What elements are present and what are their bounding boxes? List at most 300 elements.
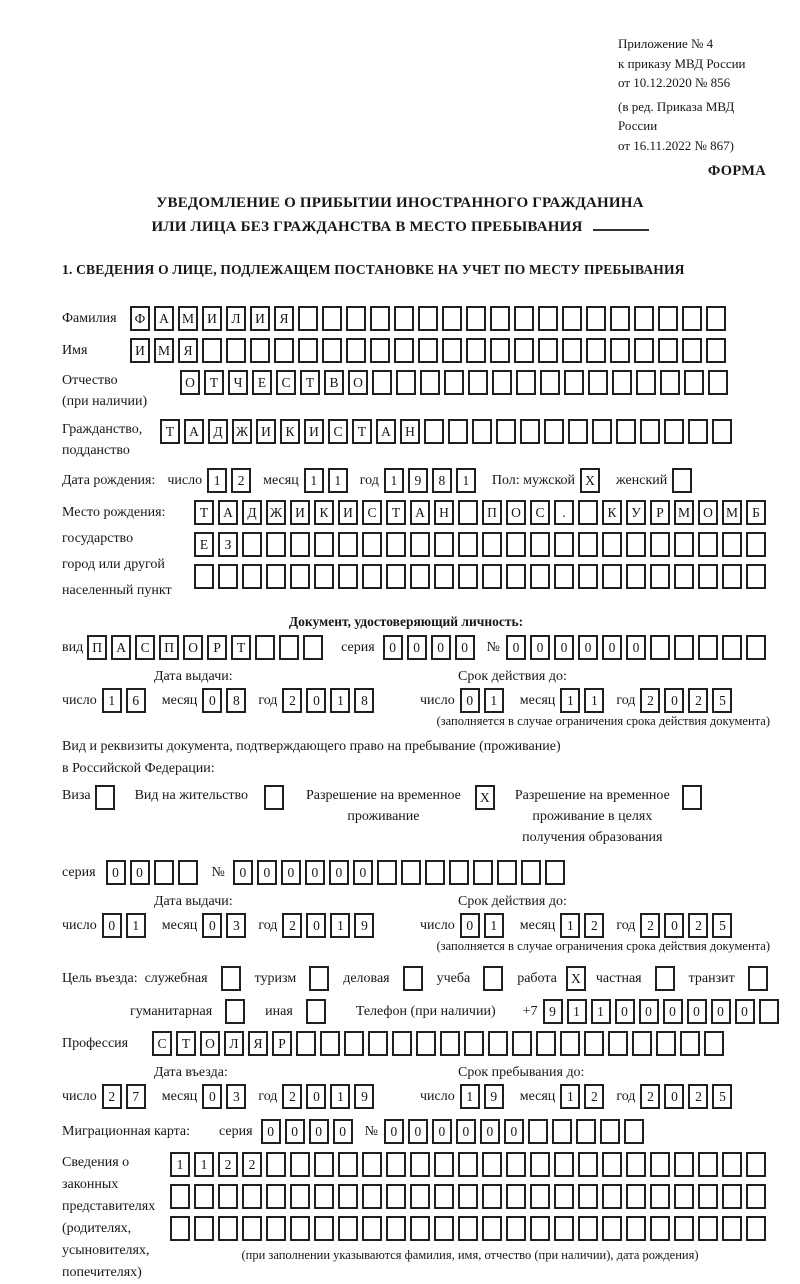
char-cell[interactable]: [442, 306, 462, 331]
char-cell[interactable]: [698, 635, 718, 660]
char-cell[interactable]: [420, 370, 440, 395]
char-cell[interactable]: И: [202, 306, 222, 331]
char-cell[interactable]: [530, 1152, 550, 1177]
char-cell[interactable]: [482, 1184, 502, 1209]
char-cell[interactable]: [538, 338, 558, 363]
char-cell[interactable]: 2: [584, 913, 604, 938]
char-cell[interactable]: 1: [591, 999, 611, 1024]
char-cell[interactable]: 0: [432, 1119, 452, 1144]
char-cell[interactable]: [242, 532, 262, 557]
char-cell[interactable]: [434, 1152, 454, 1177]
char-cell[interactable]: [242, 1216, 262, 1241]
char-cell[interactable]: П: [482, 500, 502, 525]
checkbox-purpose-official[interactable]: [221, 966, 241, 991]
char-cell[interactable]: 1: [126, 913, 146, 938]
char-cell[interactable]: [588, 370, 608, 395]
char-cell[interactable]: [401, 860, 421, 885]
char-cell[interactable]: А: [376, 419, 396, 444]
char-cell[interactable]: [722, 1184, 742, 1209]
char-cell[interactable]: [722, 635, 742, 660]
char-cell[interactable]: [578, 532, 598, 557]
char-cell[interactable]: [338, 1152, 358, 1177]
char-cell[interactable]: 0: [306, 688, 326, 713]
char-cell[interactable]: А: [410, 500, 430, 525]
char-cell[interactable]: [290, 1184, 310, 1209]
char-cell[interactable]: 0: [480, 1119, 500, 1144]
char-cell[interactable]: [506, 564, 526, 589]
char-cell[interactable]: [314, 1216, 334, 1241]
char-cell[interactable]: И: [256, 419, 276, 444]
char-cell[interactable]: 0: [333, 1119, 353, 1144]
char-cell[interactable]: [586, 338, 606, 363]
char-cell[interactable]: [170, 1216, 190, 1241]
char-cell[interactable]: [346, 338, 366, 363]
char-cell[interactable]: [425, 860, 445, 885]
char-cell[interactable]: [658, 338, 678, 363]
char-cell[interactable]: 0: [130, 860, 150, 885]
char-cell[interactable]: [434, 532, 454, 557]
char-cell[interactable]: [544, 419, 564, 444]
char-cell[interactable]: Л: [226, 306, 246, 331]
char-cell[interactable]: 3: [226, 1084, 246, 1109]
char-cell[interactable]: 1: [194, 1152, 214, 1177]
char-cell[interactable]: Ж: [266, 500, 286, 525]
char-cell[interactable]: Н: [434, 500, 454, 525]
char-cell[interactable]: 0: [663, 999, 683, 1024]
char-cell[interactable]: 2: [688, 913, 708, 938]
char-cell[interactable]: [338, 564, 358, 589]
char-cell[interactable]: [568, 419, 588, 444]
char-cell[interactable]: [392, 1031, 412, 1056]
char-cell[interactable]: Ч: [228, 370, 248, 395]
char-cell[interactable]: [650, 564, 670, 589]
char-cell[interactable]: [674, 532, 694, 557]
char-cell[interactable]: [170, 1184, 190, 1209]
char-cell[interactable]: [554, 532, 574, 557]
char-cell[interactable]: [578, 1152, 598, 1177]
char-cell[interactable]: М: [722, 500, 742, 525]
char-cell[interactable]: [368, 1031, 388, 1056]
char-cell[interactable]: [416, 1031, 436, 1056]
char-cell[interactable]: О: [200, 1031, 220, 1056]
char-cell[interactable]: В: [324, 370, 344, 395]
char-cell[interactable]: [314, 1184, 334, 1209]
char-cell[interactable]: 2: [242, 1152, 262, 1177]
char-cell[interactable]: 2: [688, 1084, 708, 1109]
char-cell[interactable]: [492, 370, 512, 395]
char-cell[interactable]: О: [348, 370, 368, 395]
char-cell[interactable]: 0: [615, 999, 635, 1024]
char-cell[interactable]: [698, 1216, 718, 1241]
char-cell[interactable]: [458, 500, 478, 525]
char-cell[interactable]: 0: [664, 1084, 684, 1109]
char-cell[interactable]: [178, 860, 198, 885]
char-cell[interactable]: [540, 370, 560, 395]
char-cell[interactable]: [530, 532, 550, 557]
char-cell[interactable]: [682, 306, 702, 331]
char-cell[interactable]: [746, 1216, 766, 1241]
char-cell[interactable]: [320, 1031, 340, 1056]
char-cell[interactable]: [194, 1184, 214, 1209]
char-cell[interactable]: И: [290, 500, 310, 525]
char-cell[interactable]: С: [135, 635, 155, 660]
char-cell[interactable]: [514, 306, 534, 331]
char-cell[interactable]: [746, 635, 766, 660]
checkbox-purpose-transit[interactable]: [748, 966, 768, 991]
char-cell[interactable]: [370, 306, 390, 331]
char-cell[interactable]: [434, 1184, 454, 1209]
char-cell[interactable]: [545, 860, 565, 885]
char-cell[interactable]: [290, 532, 310, 557]
char-cell[interactable]: [218, 1184, 238, 1209]
char-cell[interactable]: А: [218, 500, 238, 525]
char-cell[interactable]: [298, 306, 318, 331]
char-cell[interactable]: [674, 1152, 694, 1177]
char-cell[interactable]: [458, 1152, 478, 1177]
char-cell[interactable]: Ж: [232, 419, 252, 444]
char-cell[interactable]: [266, 1184, 286, 1209]
char-cell[interactable]: [466, 306, 486, 331]
char-cell[interactable]: 0: [554, 635, 574, 660]
char-cell[interactable]: 5: [712, 1084, 732, 1109]
char-cell[interactable]: П: [87, 635, 107, 660]
char-cell[interactable]: [482, 532, 502, 557]
char-cell[interactable]: 1: [328, 468, 348, 493]
char-cell[interactable]: [530, 564, 550, 589]
char-cell[interactable]: [658, 306, 678, 331]
checkbox-purpose-work[interactable]: X: [566, 966, 586, 991]
char-cell[interactable]: [279, 635, 299, 660]
char-cell[interactable]: [338, 1216, 358, 1241]
char-cell[interactable]: [266, 532, 286, 557]
char-cell[interactable]: [514, 338, 534, 363]
char-cell[interactable]: [600, 1119, 620, 1144]
char-cell[interactable]: Е: [194, 532, 214, 557]
char-cell[interactable]: [650, 635, 670, 660]
char-cell[interactable]: [674, 564, 694, 589]
char-cell[interactable]: О: [506, 500, 526, 525]
char-cell[interactable]: 5: [712, 913, 732, 938]
char-cell[interactable]: [576, 1119, 596, 1144]
char-cell[interactable]: [554, 564, 574, 589]
char-cell[interactable]: 0: [202, 1084, 222, 1109]
char-cell[interactable]: Р: [207, 635, 227, 660]
char-cell[interactable]: [722, 1152, 742, 1177]
char-cell[interactable]: М: [674, 500, 694, 525]
char-cell[interactable]: 0: [602, 635, 622, 660]
char-cell[interactable]: 5: [712, 688, 732, 713]
char-cell[interactable]: 0: [309, 1119, 329, 1144]
char-cell[interactable]: [674, 1184, 694, 1209]
char-cell[interactable]: 0: [383, 635, 403, 660]
char-cell[interactable]: 2: [282, 913, 302, 938]
char-cell[interactable]: 0: [305, 860, 325, 885]
char-cell[interactable]: [554, 1152, 574, 1177]
checkbox-temp-residence-permit-education[interactable]: [682, 785, 702, 810]
char-cell[interactable]: [506, 1184, 526, 1209]
char-cell[interactable]: 1: [584, 688, 604, 713]
char-cell[interactable]: [296, 1031, 316, 1056]
checkbox-temp-residence-permit[interactable]: X: [475, 785, 495, 810]
char-cell[interactable]: Т: [176, 1031, 196, 1056]
char-cell[interactable]: 3: [226, 913, 246, 938]
char-cell[interactable]: [746, 564, 766, 589]
char-cell[interactable]: 0: [626, 635, 646, 660]
char-cell[interactable]: [194, 1216, 214, 1241]
char-cell[interactable]: [497, 860, 517, 885]
char-cell[interactable]: [674, 1216, 694, 1241]
char-cell[interactable]: 1: [567, 999, 587, 1024]
char-cell[interactable]: [386, 532, 406, 557]
char-cell[interactable]: 0: [306, 1084, 326, 1109]
char-cell[interactable]: Н: [400, 419, 420, 444]
char-cell[interactable]: [410, 564, 430, 589]
char-cell[interactable]: [610, 306, 630, 331]
char-cell[interactable]: 8: [432, 468, 452, 493]
char-cell[interactable]: 2: [640, 688, 660, 713]
char-cell[interactable]: 0: [711, 999, 731, 1024]
char-cell[interactable]: У: [626, 500, 646, 525]
char-cell[interactable]: [266, 564, 286, 589]
char-cell[interactable]: [706, 306, 726, 331]
char-cell[interactable]: [530, 1184, 550, 1209]
char-cell[interactable]: [482, 564, 502, 589]
char-cell[interactable]: [698, 1184, 718, 1209]
char-cell[interactable]: Е: [252, 370, 272, 395]
char-cell[interactable]: [410, 1152, 430, 1177]
char-cell[interactable]: 2: [218, 1152, 238, 1177]
char-cell[interactable]: 2: [102, 1084, 122, 1109]
char-cell[interactable]: 1: [384, 468, 404, 493]
char-cell[interactable]: [706, 338, 726, 363]
char-cell[interactable]: 0: [281, 860, 301, 885]
char-cell[interactable]: [578, 1216, 598, 1241]
char-cell[interactable]: [444, 370, 464, 395]
char-cell[interactable]: 0: [578, 635, 598, 660]
char-cell[interactable]: [458, 1216, 478, 1241]
char-cell[interactable]: 2: [231, 468, 251, 493]
char-cell[interactable]: [586, 306, 606, 331]
char-cell[interactable]: [424, 419, 444, 444]
char-cell[interactable]: [626, 1184, 646, 1209]
char-cell[interactable]: А: [111, 635, 131, 660]
char-cell[interactable]: .: [554, 500, 574, 525]
char-cell[interactable]: И: [304, 419, 324, 444]
char-cell[interactable]: [664, 419, 684, 444]
char-cell[interactable]: [322, 338, 342, 363]
char-cell[interactable]: Д: [242, 500, 262, 525]
char-cell[interactable]: [552, 1119, 572, 1144]
char-cell[interactable]: [610, 338, 630, 363]
char-cell[interactable]: [418, 338, 438, 363]
char-cell[interactable]: 0: [431, 635, 451, 660]
char-cell[interactable]: [448, 419, 468, 444]
char-cell[interactable]: С: [362, 500, 382, 525]
char-cell[interactable]: 1: [456, 468, 476, 493]
char-cell[interactable]: [372, 370, 392, 395]
checkbox-purpose-humanitarian[interactable]: [225, 999, 245, 1024]
char-cell[interactable]: А: [184, 419, 204, 444]
char-cell[interactable]: [266, 1216, 286, 1241]
char-cell[interactable]: [314, 532, 334, 557]
char-cell[interactable]: Т: [194, 500, 214, 525]
char-cell[interactable]: [490, 338, 510, 363]
char-cell[interactable]: 9: [543, 999, 563, 1024]
char-cell[interactable]: 9: [484, 1084, 504, 1109]
char-cell[interactable]: [602, 1184, 622, 1209]
char-cell[interactable]: Т: [352, 419, 372, 444]
char-cell[interactable]: 0: [285, 1119, 305, 1144]
char-cell[interactable]: [632, 1031, 652, 1056]
char-cell[interactable]: 2: [282, 1084, 302, 1109]
char-cell[interactable]: О: [698, 500, 718, 525]
char-cell[interactable]: [684, 370, 704, 395]
char-cell[interactable]: [154, 860, 174, 885]
char-cell[interactable]: [266, 1152, 286, 1177]
char-cell[interactable]: [680, 1031, 700, 1056]
char-cell[interactable]: К: [280, 419, 300, 444]
char-cell[interactable]: [650, 532, 670, 557]
char-cell[interactable]: [562, 338, 582, 363]
char-cell[interactable]: [338, 1184, 358, 1209]
char-cell[interactable]: [626, 564, 646, 589]
char-cell[interactable]: 0: [106, 860, 126, 885]
char-cell[interactable]: [386, 1152, 406, 1177]
char-cell[interactable]: 0: [329, 860, 349, 885]
char-cell[interactable]: П: [159, 635, 179, 660]
char-cell[interactable]: С: [530, 500, 550, 525]
checkbox-purpose-private[interactable]: [655, 966, 675, 991]
char-cell[interactable]: [250, 338, 270, 363]
checkbox-visa[interactable]: [95, 785, 115, 810]
char-cell[interactable]: 2: [282, 688, 302, 713]
char-cell[interactable]: [636, 370, 656, 395]
char-cell[interactable]: [506, 1216, 526, 1241]
char-cell[interactable]: [660, 370, 680, 395]
char-cell[interactable]: 0: [202, 688, 222, 713]
char-cell[interactable]: [242, 564, 262, 589]
char-cell[interactable]: 0: [504, 1119, 524, 1144]
char-cell[interactable]: [488, 1031, 508, 1056]
char-cell[interactable]: 9: [354, 913, 374, 938]
char-cell[interactable]: [290, 1152, 310, 1177]
char-cell[interactable]: [616, 419, 636, 444]
char-cell[interactable]: 1: [330, 913, 350, 938]
char-cell[interactable]: [650, 1216, 670, 1241]
checkbox-purpose-business[interactable]: [403, 966, 423, 991]
char-cell[interactable]: [303, 635, 323, 660]
char-cell[interactable]: [202, 338, 222, 363]
char-cell[interactable]: 1: [207, 468, 227, 493]
char-cell[interactable]: [314, 564, 334, 589]
char-cell[interactable]: 0: [408, 1119, 428, 1144]
char-cell[interactable]: [688, 419, 708, 444]
char-cell[interactable]: [434, 1216, 454, 1241]
char-cell[interactable]: [698, 564, 718, 589]
char-cell[interactable]: З: [218, 532, 238, 557]
char-cell[interactable]: Я: [178, 338, 198, 363]
char-cell[interactable]: [410, 1216, 430, 1241]
char-cell[interactable]: 1: [460, 1084, 480, 1109]
char-cell[interactable]: 0: [639, 999, 659, 1024]
char-cell[interactable]: [704, 1031, 724, 1056]
char-cell[interactable]: К: [602, 500, 622, 525]
char-cell[interactable]: [496, 419, 516, 444]
char-cell[interactable]: [242, 1184, 262, 1209]
char-cell[interactable]: [362, 1216, 382, 1241]
char-cell[interactable]: [722, 564, 742, 589]
char-cell[interactable]: А: [154, 306, 174, 331]
char-cell[interactable]: С: [276, 370, 296, 395]
char-cell[interactable]: К: [314, 500, 334, 525]
char-cell[interactable]: [656, 1031, 676, 1056]
char-cell[interactable]: М: [178, 306, 198, 331]
char-cell[interactable]: [466, 338, 486, 363]
char-cell[interactable]: 0: [687, 999, 707, 1024]
char-cell[interactable]: [274, 338, 294, 363]
char-cell[interactable]: 2: [640, 1084, 660, 1109]
char-cell[interactable]: 1: [560, 913, 580, 938]
char-cell[interactable]: [396, 370, 416, 395]
char-cell[interactable]: [377, 860, 397, 885]
char-cell[interactable]: [473, 860, 493, 885]
char-cell[interactable]: Б: [746, 500, 766, 525]
char-cell[interactable]: 7: [126, 1084, 146, 1109]
char-cell[interactable]: 0: [257, 860, 277, 885]
char-cell[interactable]: Р: [650, 500, 670, 525]
char-cell[interactable]: О: [180, 370, 200, 395]
char-cell[interactable]: Л: [224, 1031, 244, 1056]
char-cell[interactable]: [440, 1031, 460, 1056]
char-cell[interactable]: Т: [204, 370, 224, 395]
char-cell[interactable]: [362, 1152, 382, 1177]
char-cell[interactable]: [298, 338, 318, 363]
char-cell[interactable]: Я: [248, 1031, 268, 1056]
char-cell[interactable]: Р: [272, 1031, 292, 1056]
char-cell[interactable]: 0: [460, 913, 480, 938]
char-cell[interactable]: [626, 532, 646, 557]
char-cell[interactable]: [516, 370, 536, 395]
char-cell[interactable]: [592, 419, 612, 444]
char-cell[interactable]: И: [130, 338, 150, 363]
char-cell[interactable]: [458, 1184, 478, 1209]
checkbox-purpose-other[interactable]: [306, 999, 326, 1024]
char-cell[interactable]: 0: [202, 913, 222, 938]
char-cell[interactable]: 6: [126, 688, 146, 713]
char-cell[interactable]: 2: [688, 688, 708, 713]
char-cell[interactable]: [418, 306, 438, 331]
char-cell[interactable]: [562, 306, 582, 331]
char-cell[interactable]: [290, 1216, 310, 1241]
char-cell[interactable]: [578, 1184, 598, 1209]
char-cell[interactable]: [759, 999, 779, 1024]
char-cell[interactable]: [386, 1184, 406, 1209]
char-cell[interactable]: 9: [408, 468, 428, 493]
char-cell[interactable]: И: [250, 306, 270, 331]
char-cell[interactable]: [560, 1031, 580, 1056]
char-cell[interactable]: 0: [233, 860, 253, 885]
char-cell[interactable]: [722, 532, 742, 557]
char-cell[interactable]: [722, 1216, 742, 1241]
char-cell[interactable]: [255, 635, 275, 660]
char-cell[interactable]: [746, 1184, 766, 1209]
char-cell[interactable]: [290, 564, 310, 589]
char-cell[interactable]: 0: [384, 1119, 404, 1144]
char-cell[interactable]: Т: [300, 370, 320, 395]
char-cell[interactable]: 1: [330, 1084, 350, 1109]
char-cell[interactable]: 0: [456, 1119, 476, 1144]
char-cell[interactable]: [602, 532, 622, 557]
